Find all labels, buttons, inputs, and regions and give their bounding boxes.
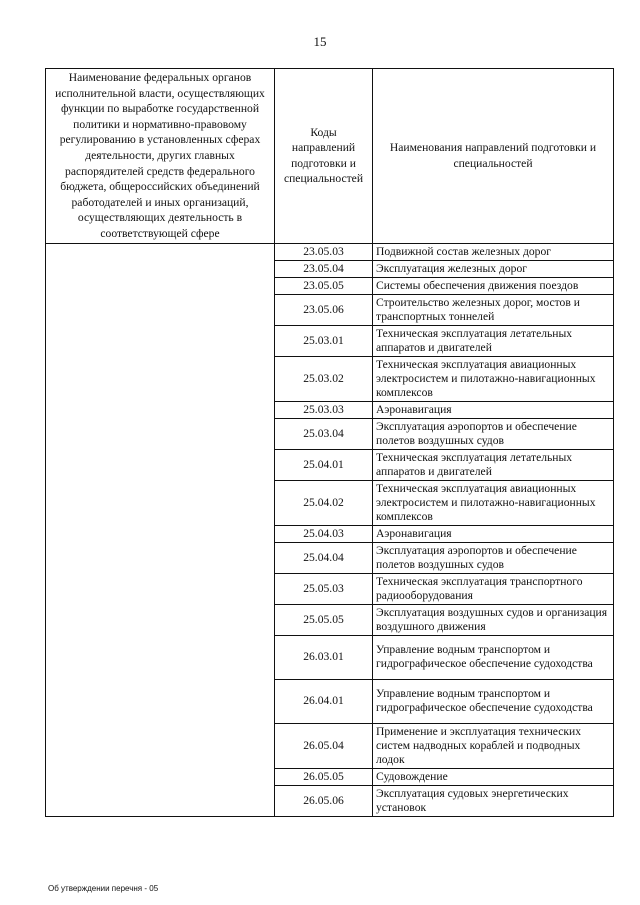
name-cell: Техническая эксплуатация летательных аппаратов и двигателей (373, 325, 614, 356)
code-cell: 23.05.05 (275, 277, 373, 294)
name-cell: Эксплуатация воздушных судов и организация воздушного движения (373, 604, 614, 635)
name-cell: Управление водным транспортом и гидрографическое обеспечение судоходства (373, 679, 614, 723)
code-cell: 23.05.03 (275, 243, 373, 260)
code-cell: 25.03.04 (275, 418, 373, 449)
name-cell: Управление водным транспортом и гидрографическое обеспечение судоходства (373, 635, 614, 679)
code-cell: 25.04.04 (275, 542, 373, 573)
name-cell: Аэронавигация (373, 401, 614, 418)
name-cell: Системы обеспечения движения поездов (373, 277, 614, 294)
name-cell: Эксплуатация судовых энергетических установок (373, 785, 614, 816)
code-cell: 25.03.01 (275, 325, 373, 356)
name-cell: Техническая эксплуатация транспортного радиооборудования (373, 573, 614, 604)
name-cell: Техническая эксплуатация авиационных электросистем и пилотажно-навигационных комплексов (373, 480, 614, 525)
table-body (46, 243, 614, 816)
footer-note: Об утверждении перечня - 05 (48, 884, 159, 893)
code-cell: 26.05.04 (275, 723, 373, 768)
organization-cell (46, 243, 275, 816)
name-cell: Техническая эксплуатация авиационных электросистем и пилотажно-навигационных комплексов (373, 356, 614, 401)
code-cell: 25.03.03 (275, 401, 373, 418)
code-cell: 25.04.03 (275, 525, 373, 542)
code-cell: 26.04.01 (275, 679, 373, 723)
header-names: Наименования направлений подготовки и специальностей (373, 69, 614, 244)
code-cell: 26.05.06 (275, 785, 373, 816)
code-cell: 26.03.01 (275, 635, 373, 679)
header-organizations: Наименование федеральных органов исполнительной власти, осуществляющих функции по выработке государственной политики и нормативно-правовому регулированию в установленных сферах деятельности, других главных распорядителей средств федерального бюджета, общероссийских объединений работодателей и иных организаций, осуществляющих деятельность в соответствующей сфере (46, 69, 275, 244)
name-cell: Аэронавигация (373, 525, 614, 542)
name-cell: Строительство железных дорог, мостов и транспортных тоннелей (373, 294, 614, 325)
header-codes: Коды направлений подготовки и специальностей (275, 69, 373, 244)
code-cell: 25.04.02 (275, 480, 373, 525)
name-cell: Судовождение (373, 768, 614, 785)
table-row (46, 243, 614, 260)
table-header-row (46, 69, 614, 244)
name-cell: Эксплуатация железных дорог (373, 260, 614, 277)
code-cell: 25.04.01 (275, 449, 373, 480)
page-number: 15 (313, 34, 327, 49)
name-cell: Эксплуатация аэропортов и обеспечение полетов воздушных судов (373, 418, 614, 449)
code-cell: 25.03.02 (275, 356, 373, 401)
code-cell: 23.05.04 (275, 260, 373, 277)
code-cell: 23.05.06 (275, 294, 373, 325)
name-cell: Применение и эксплуатация технических систем надводных кораблей и подводных лодок (373, 723, 614, 768)
code-cell: 25.05.03 (275, 573, 373, 604)
name-cell: Техническая эксплуатация летательных аппаратов и двигателей (373, 449, 614, 480)
code-cell: 25.05.05 (275, 604, 373, 635)
name-cell: Эксплуатация аэропортов и обеспечение полетов воздушных судов (373, 542, 614, 573)
name-cell: Подвижной состав железных дорог (373, 243, 614, 260)
code-cell: 26.05.05 (275, 768, 373, 785)
specialties-table (45, 68, 614, 817)
